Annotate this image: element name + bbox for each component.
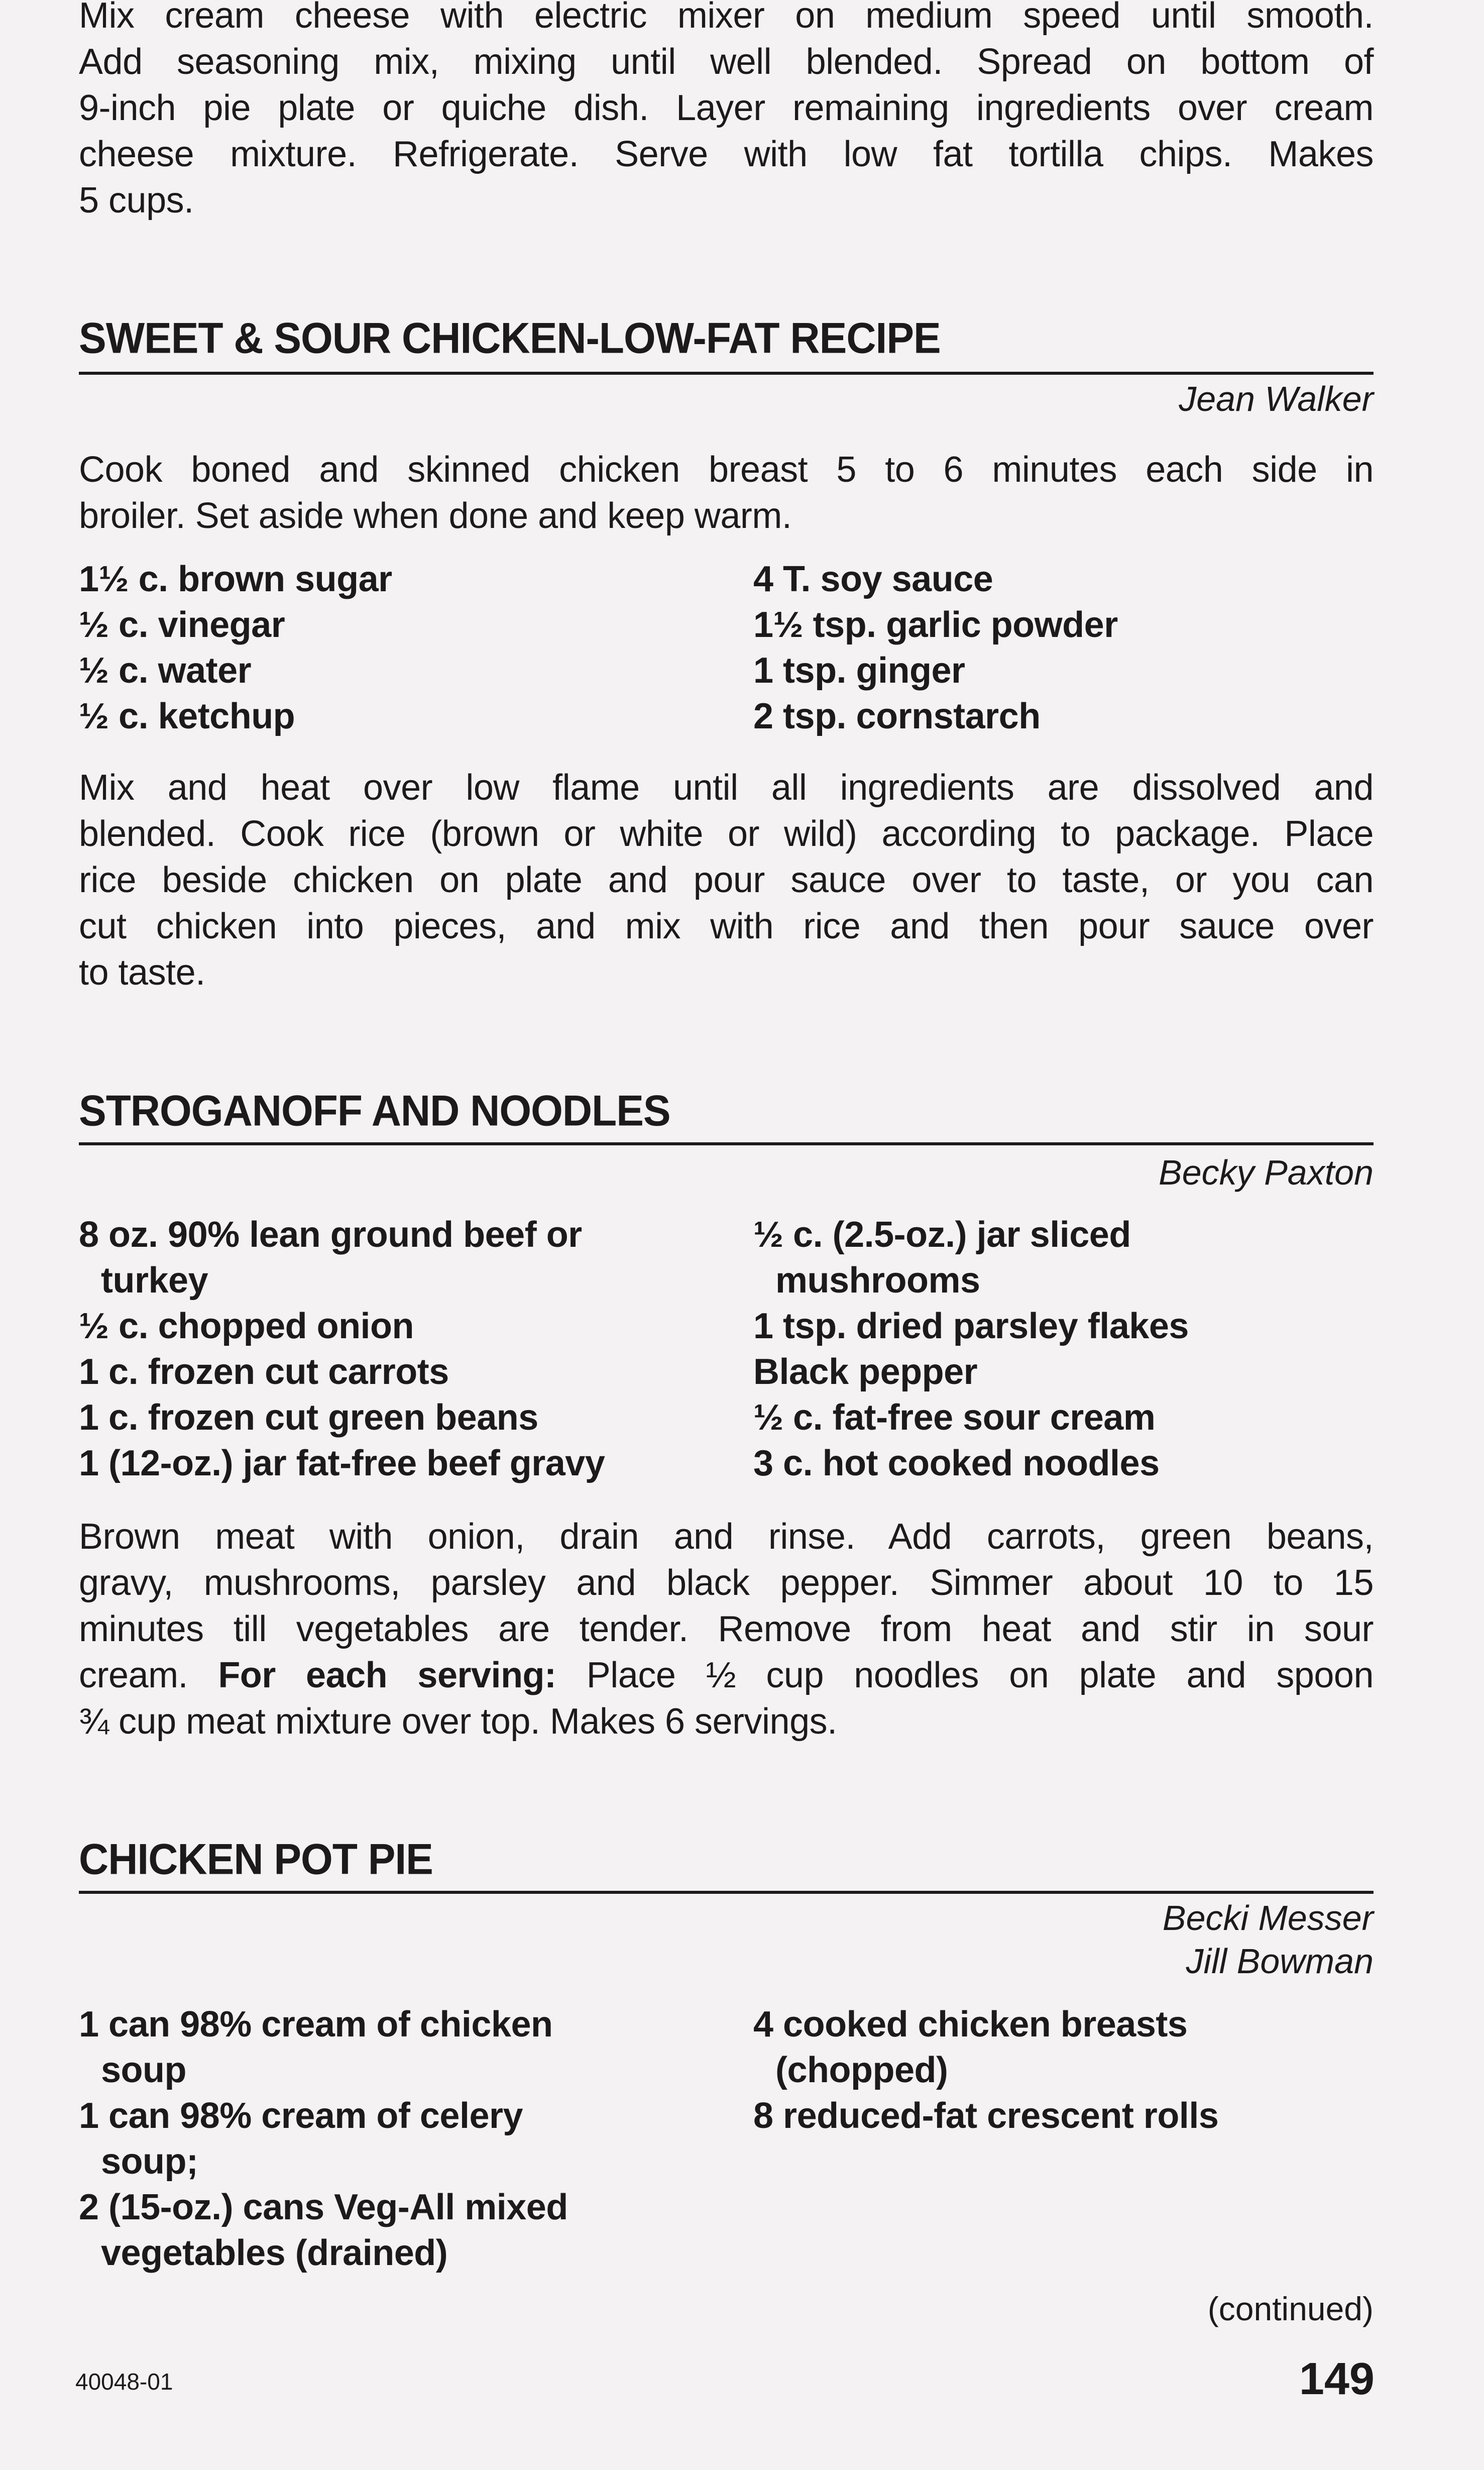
- ingredient-item: 1 c. frozen cut carrots: [79, 1352, 449, 1392]
- ingredient-list: [79, 557, 1374, 739]
- ingredient-item: (chopped): [775, 2050, 948, 2090]
- ingredient-item: ½ c. ketchup: [79, 696, 295, 736]
- text-line: 9-inch pie plate or quiche dish. Layer remaining ingredients over cream: [79, 88, 1374, 128]
- ingredient-item: 1 (12-oz.) jar fat-free beef gravy: [79, 1443, 605, 1483]
- ingredient-list: [79, 2002, 1374, 2276]
- recipe-title: SWEET & SOUR CHICKEN-LOW-FAT RECIPE: [79, 314, 941, 363]
- text-line: minutes till vegetables are tender. Remove from heat and stir in sour: [79, 1609, 1374, 1649]
- ingredient-column: [753, 557, 1374, 739]
- text-line: rice beside chicken on plate and pour sauce over to taste, or you can: [79, 860, 1374, 900]
- previous-recipe-directions: [79, 0, 1374, 224]
- text-line: broiler. Set aside when done and keep warm.: [79, 496, 792, 536]
- ingredient-item: 4 T. soy sauce: [753, 559, 993, 599]
- page-code: 40048-01: [75, 2369, 173, 2395]
- ingredient-item: vegetables (drained): [101, 2233, 448, 2273]
- author-name: Jean Walker: [1179, 379, 1374, 418]
- text-line: cream. For each serving: Place ½ cup noodles on plate and spoon: [79, 1655, 1374, 1695]
- page-number: 149: [1299, 2354, 1375, 2404]
- ingredient-item: ½ c. chopped onion: [79, 1306, 414, 1346]
- ingredient-column: [79, 2002, 753, 2276]
- ingredient-column: [753, 1212, 1374, 1486]
- ingredient-item: mushrooms: [775, 1260, 980, 1301]
- text-line: Cook boned and skinned chicken breast 5 to 6 minutes each side in: [79, 450, 1374, 490]
- ingredient-item: 1½ tsp. garlic powder: [753, 605, 1118, 645]
- ingredient-column: [79, 1212, 753, 1486]
- ingredient-item: 8 oz. 90% lean ground beef or: [79, 1215, 582, 1255]
- ingredient-item: Black pepper: [753, 1352, 978, 1392]
- recipe-authors: [79, 1896, 1374, 1983]
- ingredient-item: 1½ c. brown sugar: [79, 559, 392, 599]
- recipe-directions: [79, 1514, 1374, 1745]
- ingredient-item: ½ c. water: [79, 651, 252, 691]
- ingredient-item: 4 cooked chicken breasts: [753, 2004, 1188, 2045]
- text-line: gravy, mushrooms, parsley and black pepper. Simmer about 10 to 15: [79, 1563, 1374, 1603]
- text-line: ¾ cup meat mixture over top. Makes 6 servings.: [79, 1701, 837, 1742]
- ingredient-column: [79, 557, 753, 739]
- continued-note: (continued): [1207, 2290, 1374, 2327]
- bold-label: For each serving:: [218, 1655, 556, 1695]
- ingredient-item: 8 reduced-fat crescent rolls: [753, 2096, 1219, 2136]
- recipe-title: STROGANOFF AND NOODLES: [79, 1087, 670, 1135]
- recipe-authors: [79, 377, 1374, 420]
- ingredient-item: 1 c. frozen cut green beans: [79, 1398, 538, 1438]
- ingredient-item: 1 can 98% cream of celery: [79, 2096, 523, 2136]
- recipe-title: CHICKEN POT PIE: [79, 1835, 433, 1884]
- ingredient-item: 1 tsp. ginger: [753, 651, 965, 691]
- ingredient-item: ½ c. fat-free sour cream: [753, 1398, 1156, 1438]
- text-line: cheese mixture. Refrigerate. Serve with low fat tortilla chips. Makes: [79, 134, 1374, 174]
- ingredient-item: soup: [101, 2050, 186, 2090]
- recipe-authors: [79, 1151, 1374, 1194]
- text-line: Mix cream cheese with electric mixer on medium speed until smooth.: [79, 0, 1374, 36]
- author-name: Becki Messer: [1162, 1898, 1374, 1938]
- recipe-preparation: [79, 447, 1374, 539]
- title-rule: [79, 1891, 1374, 1894]
- title-rule: [79, 1142, 1374, 1145]
- ingredient-item: 3 c. hot cooked noodles: [753, 1443, 1160, 1483]
- ingredient-item: 2 tsp. cornstarch: [753, 696, 1041, 736]
- ingredient-list: [79, 1212, 1374, 1486]
- ingredient-item: 1 tsp. dried parsley flakes: [753, 1306, 1189, 1346]
- text-line: 5 cups.: [79, 180, 194, 221]
- text-line: Mix and heat over low flame until all ingredients are dissolved and: [79, 768, 1374, 808]
- text-line: blended. Cook rice (brown or white or wild) according to package. Place: [79, 814, 1374, 854]
- ingredient-column: [753, 2002, 1374, 2276]
- ingredient-item: 2 (15-oz.) cans Veg-All mixed: [79, 2187, 568, 2227]
- ingredient-item: turkey: [101, 1260, 208, 1301]
- text-line: Add seasoning mix, mixing until well blended. Spread on bottom of: [79, 42, 1374, 82]
- author-name: Becky Paxton: [1159, 1153, 1374, 1192]
- author-name: Jill Bowman: [1186, 1942, 1374, 1981]
- title-rule: [79, 372, 1374, 375]
- ingredient-item: ½ c. (2.5-oz.) jar sliced: [753, 1215, 1131, 1255]
- ingredient-item: soup;: [101, 2141, 198, 2182]
- ingredient-item: ½ c. vinegar: [79, 605, 285, 645]
- text-line: Brown meat with onion, drain and rinse. Add carrots, green beans,: [79, 1517, 1374, 1557]
- recipe-directions: [79, 765, 1374, 996]
- ingredient-item: 1 can 98% cream of chicken: [79, 2004, 553, 2045]
- text-line: cut chicken into pieces, and mix with rice and then pour sauce over: [79, 906, 1374, 946]
- text-line: to taste.: [79, 952, 205, 993]
